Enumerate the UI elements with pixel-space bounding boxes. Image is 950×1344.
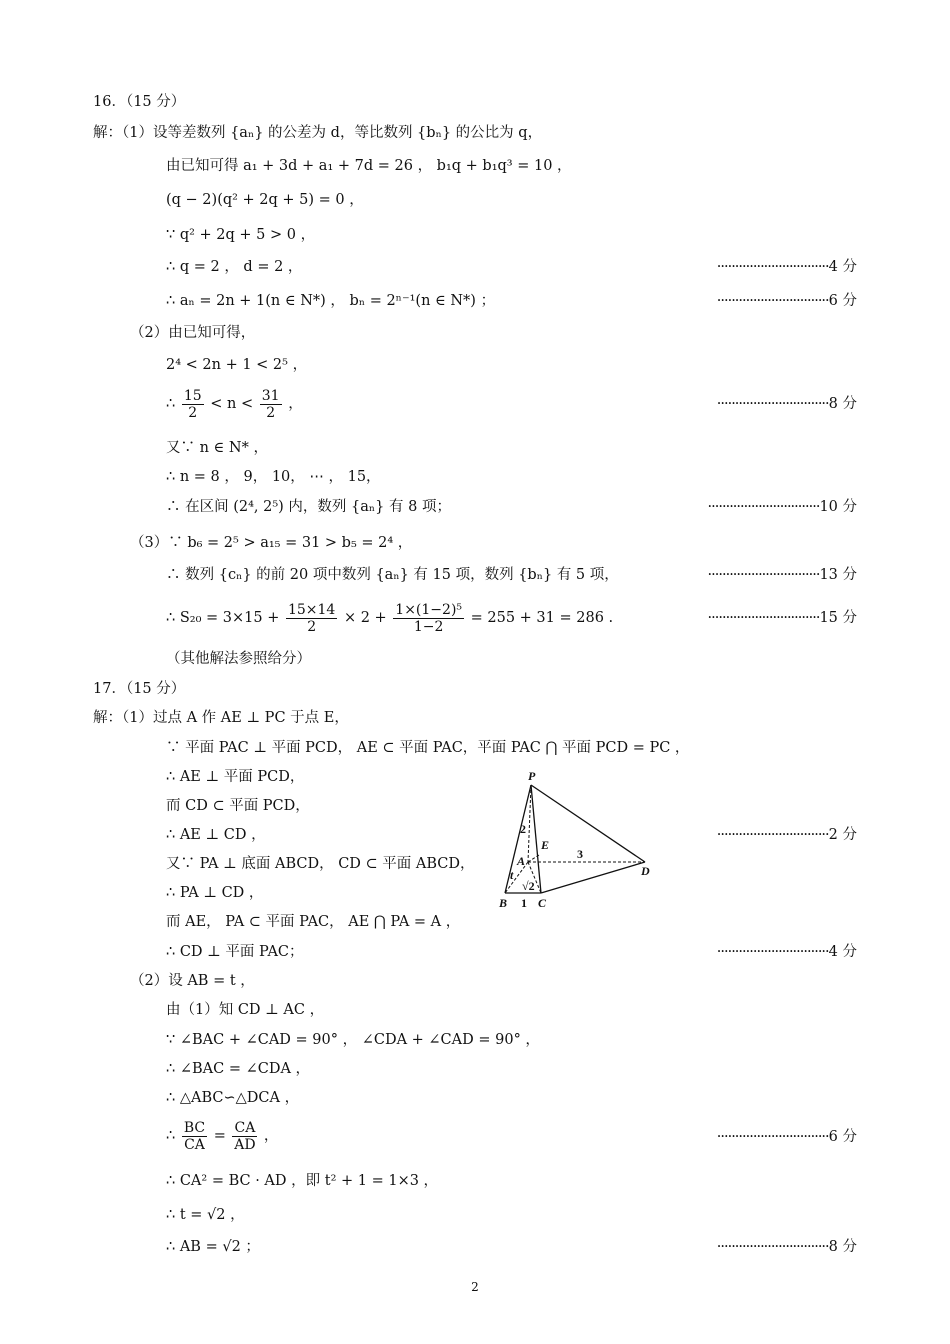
q16-sum-line: ∴ S₂₀ = 3×15 + $\frac{15\times 14}{2}$ × 2 + $\frac{\text{1×(1−2)⁵}}{1-2}$ = 255 + 31 = 286 . <box>166 601 614 635</box>
score-mark: ·······························6 分 <box>716 293 857 309</box>
q16-line: 解：（1）设等差数列 {aₙ} 的公差为 d，等比数列 {bₙ} 的公比为 q， <box>93 125 543 141</box>
score-mark: ·······························4 分 <box>716 944 857 960</box>
page-number: 2 <box>471 1280 479 1294</box>
q16-title: 16．（15 分） <box>93 94 186 110</box>
q16-part3: （3）∵ b₆ = 2⁵ > a₁₅ = 31 > b₅ = 2⁴ ， <box>130 535 413 551</box>
q16-line: ∴ 数列 {cₙ} 的前 20 项中数列 {aₙ} 有 15 项，数列 {bₙ} 有 5 项， <box>166 567 619 583</box>
label-t: t <box>510 868 514 882</box>
q17-line: ∵ ∠BAC + ∠CAD = 90° ， ∠CDA + ∠CAD = 90° ， <box>166 1032 540 1048</box>
label-edge-1: 1 <box>521 896 527 910</box>
edge-PB <box>505 785 531 893</box>
edge-CD <box>541 862 645 893</box>
score-mark: ·······························10 分 <box>707 499 857 515</box>
q17-line: 而 CD ⊂ 平面 PCD， <box>166 798 310 814</box>
q16-line: ∴ n = 8 ， 9， 10， ⋯ ， 15， <box>166 469 381 485</box>
q17-line: 解：（1）过点 A 作 AE ⊥ PC 于点 E， <box>93 710 349 726</box>
score-mark: ·······························6 分 <box>716 1129 857 1145</box>
q17-line: ∴ AB = √2 ； <box>166 1239 260 1255</box>
q17-line: ∴ t = √2 ， <box>166 1207 245 1223</box>
q17-line: ∴ AE ⊥ CD ， <box>166 827 266 843</box>
q17-part2: （2）设 AB = t ， <box>130 973 255 989</box>
q16-line: 由已知可得 a₁ + 3d + a₁ + 7d = 26 ， b₁q + b₁q³ = 10 ， <box>166 158 572 174</box>
label-D: D <box>641 864 650 878</box>
q17-line: ∴ ∠BAC = ∠CDA ， <box>166 1061 311 1077</box>
score-mark: ·······························4 分 <box>716 259 857 275</box>
q16-line: 又∵ n ∈ N* ， <box>166 440 268 456</box>
label-B: B <box>499 896 508 910</box>
label-P: P <box>528 769 536 783</box>
score-mark: ·······························15 分 <box>707 610 857 626</box>
label-C: C <box>538 896 547 910</box>
q17-line: ∴ AE ⊥ 平面 PCD， <box>166 769 305 785</box>
q17-line: 由（1）知 CD ⊥ AC ， <box>166 1002 325 1018</box>
label-E: E <box>541 838 550 852</box>
q17-ratio-line: ∴ $\frac{BC}{CA}$ = $\frac{CA}{AD}$ ， <box>166 1119 279 1153</box>
q17-line: ∴ CA² = BC · AD ，即 t² + 1 = 1×3 ， <box>166 1173 439 1189</box>
score-mark: ·······························13 分 <box>707 567 857 583</box>
score-mark: ·······························2 分 <box>716 827 857 843</box>
q16-line: (q − 2)(q² + 2q + 5) = 0 ， <box>166 192 364 208</box>
q17-line: ∴ △ABC∽△DCA ， <box>166 1090 300 1106</box>
q17-line: ∵ 平面 PAC ⊥ 平面 PCD， AE ⊂ 平面 PAC，平面 PAC ⋂ 平面 PCD = PC ， <box>166 740 690 756</box>
q16-note: （其他解法参照给分） <box>166 651 311 667</box>
q17-line: 而 AE， PA ⊂ 平面 PAC， AE ⋂ PA = A ， <box>166 914 461 930</box>
score-mark: ·······························8 分 <box>716 1239 857 1255</box>
edge-PC <box>531 785 541 893</box>
q17-line: 又∵ PA ⊥ 底面 ABCD， CD ⊂ 平面 ABCD， <box>166 856 475 872</box>
q16-line: ∴ 在区间 (2⁴, 2⁵) 内，数列 {aₙ} 有 8 项； <box>166 499 451 515</box>
q17-line: ∴ PA ⊥ CD ， <box>166 885 264 901</box>
score-mark: ·······························8 分 <box>716 396 857 412</box>
q16-line: ∴ q = 2 ， d = 2 ， <box>166 259 303 275</box>
q16-part2: （2）由已知可得， <box>130 325 256 341</box>
label-A: A <box>517 854 526 868</box>
q17-title: 17．（15 分） <box>93 681 186 697</box>
pyramid-figure <box>495 765 665 910</box>
label-edge-sqrt2: √2 <box>522 879 535 893</box>
q16-line: 2⁴ < 2n + 1 < 2⁵ ， <box>166 357 308 373</box>
q16-fraction-line: ∴ $\frac{15}{2}$ < n < $\frac{31}{2}$ ， <box>166 387 303 421</box>
label-edge-2: 2 <box>520 822 526 836</box>
q16-line: ∴ aₙ = 2n + 1(n ∈ N*) ， bₙ = 2ⁿ⁻¹(n ∈ N*) ； <box>166 293 496 309</box>
q17-line: ∴ CD ⊥ 平面 PAC； <box>166 944 304 960</box>
label-edge-3: 3 <box>577 847 583 861</box>
q16-line: ∵ q² + 2q + 5 > 0 ， <box>166 227 316 243</box>
